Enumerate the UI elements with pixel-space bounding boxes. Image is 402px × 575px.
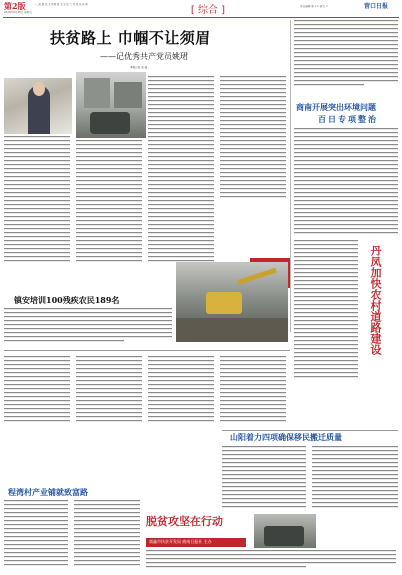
lower-left-body bbox=[4, 356, 290, 426]
banner-photo-people bbox=[264, 526, 304, 546]
page-number: 第2版 bbox=[4, 1, 26, 11]
section-rule bbox=[4, 350, 290, 351]
street-building bbox=[84, 78, 110, 108]
campaign-banner bbox=[146, 514, 252, 536]
article3-title: 程湾村产业铺就致富路 bbox=[8, 487, 88, 497]
editor-line: 责任编辑 唐 ×× 版式 × bbox=[300, 5, 328, 8]
article4-body bbox=[222, 446, 398, 516]
right-mid-text bbox=[294, 240, 358, 380]
lead-subtitle: ——记优秀共产党员姚珺 bbox=[100, 52, 188, 61]
lead-byline: 本报记者 张 丽 bbox=[130, 66, 148, 69]
article4-title: 山阳着力四项确保移民搬迁质量 bbox=[230, 432, 342, 442]
masthead-rule bbox=[3, 17, 399, 18]
article2-body bbox=[4, 308, 172, 344]
banner-photo bbox=[254, 514, 316, 548]
section-label: [ 综合 ] bbox=[190, 5, 226, 16]
lower-left-lines bbox=[4, 356, 290, 426]
article2-lines bbox=[4, 308, 172, 344]
right-mid-lines bbox=[294, 240, 358, 380]
right-box-lines bbox=[294, 128, 398, 236]
masthead bbox=[0, 0, 402, 18]
lead-title: 扶贫路上 巾帼不让须眉 bbox=[50, 29, 211, 47]
excavator bbox=[206, 292, 242, 314]
newspaper-logo: 营口日报 bbox=[364, 3, 389, 10]
right-box-subtitle: 百日专项整治 bbox=[318, 114, 378, 124]
right-box-text bbox=[294, 128, 398, 236]
banner-text-lines bbox=[146, 550, 396, 572]
article2-title: 镇安培训100残疾农民189名 bbox=[14, 295, 120, 305]
article4-lines bbox=[222, 446, 398, 516]
street-people bbox=[90, 112, 130, 134]
ground bbox=[176, 318, 288, 342]
lead-photo-portrait bbox=[4, 78, 72, 134]
right-column-text bbox=[294, 20, 398, 90]
section-rule bbox=[222, 430, 398, 431]
excavator-arm bbox=[237, 268, 277, 285]
right-text-lines bbox=[294, 20, 398, 90]
lead-photo-street bbox=[76, 72, 146, 138]
banner-subtitle: 商鑫市扶贫开发局 商南日报社 主办 bbox=[149, 539, 212, 544]
article3-lines bbox=[4, 500, 140, 570]
vertical-title: 丹凤加快农村道路建设 bbox=[369, 245, 382, 355]
construction-photo bbox=[176, 262, 288, 342]
article3-body bbox=[4, 500, 140, 570]
masthead-nav: 一二版 眼 信 北 联盟 新 来 光 版 等 评 发 论 传 媒 bbox=[34, 3, 88, 6]
street-building bbox=[114, 82, 142, 108]
portrait-face bbox=[33, 82, 45, 96]
banner-text bbox=[146, 550, 396, 572]
banner-title: 脱贫攻坚在行动 bbox=[146, 515, 223, 528]
banner-sub-bar bbox=[146, 538, 246, 547]
right-box-title: 商南开展突出环境问题 bbox=[296, 102, 376, 112]
masthead-date: 2019年9月20日 星期五 bbox=[4, 11, 32, 14]
column-divider bbox=[290, 20, 291, 332]
section-name: 综合 bbox=[198, 5, 218, 16]
